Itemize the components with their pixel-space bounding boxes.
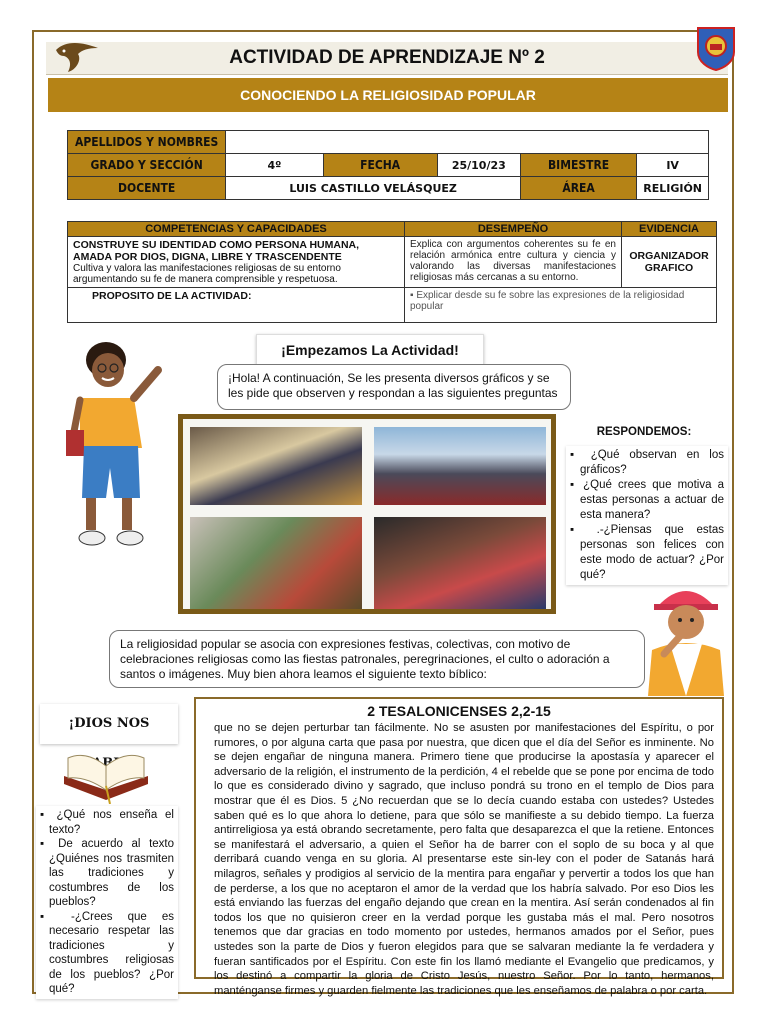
praying-people-photo bbox=[374, 517, 546, 609]
list-item: ▪ ¿Qué nos enseña el texto? bbox=[40, 809, 174, 836]
teacher-label: DOCENTE bbox=[68, 177, 226, 200]
term-value: IV bbox=[637, 154, 709, 177]
start-activity-heading: ¡Empezamos La Actividad! bbox=[256, 334, 484, 366]
capacity-text: Cultiva y valora las manifestaciones religiosas de su entorno argumentando su fe de manera comprensible y respetuosa. bbox=[73, 263, 341, 285]
open-bible-icon bbox=[60, 746, 152, 804]
area-value: RELIGIÓN bbox=[637, 177, 709, 200]
list-item: ▪ .-¿Piensas que estas personas son felices con este modo de actuar? ¿Por qué? bbox=[570, 524, 724, 581]
competency-text: CONSTRUYE SU IDENTIDAD COMO PERSONA HUMANA, AMADA POR DIOS, DIGNA, LIBRE Y TRASCENDENTE bbox=[73, 239, 360, 263]
grade-label: GRADO Y SECCIÓN bbox=[68, 154, 226, 177]
bible-passage-title: 2 TESALONICENSES 2,2-15 bbox=[367, 703, 551, 719]
purpose-label: PROPOSITO DE LA ACTIVIDAD: bbox=[92, 290, 252, 302]
list-item: ▪ ¿Qué crees que motiva a estas personas a actuar de esta manera? bbox=[570, 479, 724, 521]
photo-collage bbox=[178, 414, 556, 614]
student-girl-illustration bbox=[644, 580, 728, 696]
respond-question-2: ¿Qué crees que motiva a estas personas a actuar de esta manera? bbox=[580, 479, 724, 521]
god-speaks-question-2: De acuerdo al texto ¿Quiénes nos trasmiten las tradiciones y costumbres de los pueblos? bbox=[49, 838, 174, 908]
list-item: ▪ ¿Qué observan en los gráficos? bbox=[570, 449, 724, 476]
evidence-header: EVIDENCIA bbox=[622, 222, 717, 237]
bible-passage-text: que no se dejen perturbar tan fácilmente. No se asusten por manifestaciones del Espíritu, o por rumores, o por alguna carta que pasa por nuestra, que dicen que el día del Señor es inminente. No se dejen engañar de ninguna manera. Primero tiene que producirse la apostasía y aparecer el adversario de la religión, el instrumento de la perdición, 4 el rebelde que se pone por encima de todo lo que es considerado divino y sagrado, que incluso pondrá su trono en el templo de Dios para mostrar que él es Dios. 5 ¿No recuerdan que se lo decía cuando estaba con ustedes? Ustedes saben qué es lo que ahora lo detiene, para que sólo se manifieste a su debido tiempo. La fuerza antirreligiosa ya está obrando secretamente, pero falta que desaparezca el que la retiene. Entonces se manifestará el adversario, a quien el Señor ha de barrer con el soplo de su boca y al que derribará cuando venga en su gloria. Al presentarse este sin-ley con el poder de Satanás hará milagros, señales y prodigios al servicio de la mentira para engañar y pervertir a todos los que han de perderse, a los que no aceptaron el amor de la verdad que los habría salvado. Por eso Dios les está enviando las fuerzas del engaño dejando que crean en la mentira. Así serán condenados al fin todos los que no quisieron creer en la verdad porque les gustaba más el mal. Pero nosotros tenemos que dar gracias en todo momento por ustedes, hermanos amados por el Señor, pues ustedes son la parte de Dios y fueron elegidos para que se salvaran mediante la fe verdadera y fueran santificados por el Espíritu. Con este fin los llamó mediante el Evangelio que predicamos, y los destinó a compartir la gloria de Cristo Jesús, nuestro Señor. Por lo tanto, hermanos, manténganse firmes y guarden fielmente las tradiciones que les enseñamos de palabra o por carta. bbox=[214, 722, 714, 997]
bible-passage-box bbox=[194, 697, 724, 997]
eagle-logo-icon bbox=[52, 36, 102, 76]
performance-text: Explica con argumentos coherentes su fe en relación armónica entre cultura y ciencia y valorando las diversas manifestaciones religiosas más cercanas a su entorno. bbox=[405, 237, 622, 288]
god-speaks-questions bbox=[36, 806, 178, 999]
saint-veneration-photo bbox=[190, 517, 362, 609]
respond-heading: RESPONDEMOS: bbox=[596, 426, 692, 438]
student-info-table bbox=[67, 130, 709, 200]
surname-label: APELLIDOS Y NOMBRES bbox=[68, 131, 226, 154]
god-speaks-heading: ¡DIOS NOS bbox=[40, 704, 178, 744]
term-label: BIMESTRE bbox=[520, 154, 636, 177]
list-item: ▪ De acuerdo al texto ¿Quiénes nos trasmiten las tradiciones y costumbres de los pueblos? bbox=[40, 838, 174, 908]
intro-speech-bubble: ¡Hola! A continuación, Se les presenta diversos gráficos y se les pide que observen y respondan a las siguientes preguntas bbox=[217, 364, 571, 410]
school-crest-icon bbox=[694, 24, 738, 72]
purpose-value-cell bbox=[405, 288, 717, 323]
god-speaks-question-1: ¿Qué nos enseña el texto? bbox=[49, 809, 174, 836]
performance-header: DESEMPEÑO bbox=[405, 222, 622, 237]
competencies-header: COMPETENCIAS Y CAPACIDADES bbox=[68, 222, 405, 237]
respond-question-1: ¿Qué observan en los gráficos? bbox=[580, 449, 724, 476]
purpose-cell bbox=[68, 288, 405, 323]
procession-photo-1 bbox=[190, 427, 362, 505]
pilgrimage-photo bbox=[374, 427, 546, 505]
purpose-value: Explicar desde su fe sobre las expresiones de la religiosidad popular bbox=[410, 290, 685, 312]
god-speaks-question-3: -¿Crees que es necesario respetar las tradiciones y costumbres religiosas de los pueblos? ¿Por qué? bbox=[49, 910, 174, 995]
competency-cell bbox=[68, 237, 405, 288]
surname-field[interactable] bbox=[226, 131, 709, 154]
competencies-table bbox=[67, 221, 717, 323]
date-label: FECHA bbox=[323, 154, 437, 177]
page-title: ACTIVIDAD DE APRENDIZAJE Nº 2 bbox=[46, 42, 728, 75]
list-item: ▪ -¿Crees que es necesario respetar las tradiciones y costumbres religiosas de los pueblos? ¿Por qué? bbox=[40, 910, 174, 995]
date-value: 25/10/23 bbox=[437, 154, 520, 177]
teacher-value: LUIS CASTILLO VELÁSQUEZ bbox=[226, 177, 521, 200]
respond-questions bbox=[566, 446, 728, 585]
student-boy-illustration bbox=[62, 338, 172, 558]
bullet-icon: ▪ bbox=[410, 290, 417, 301]
respond-question-3: .-¿Piensas que estas personas son felices con este modo de actuar? ¿Por qué? bbox=[580, 524, 724, 581]
grade-value: 4º bbox=[226, 154, 323, 177]
evidence-text: ORGANIZADOR GRAFICO bbox=[622, 237, 717, 288]
activity-subtitle: CONOCIENDO LA RELIGIOSIDAD POPULAR bbox=[48, 78, 728, 112]
area-label: ÁREA bbox=[520, 177, 636, 200]
religiosity-speech-bubble: La religiosidad popular se asocia con expresiones festivas, colectivas, con motivo de celebraciones religiosas como las fiestas patronales, peregrinaciones, el culto o adoración a santos o imágenes. Muy bien ahora leamos el siguiente texto bíblico: bbox=[109, 630, 645, 688]
